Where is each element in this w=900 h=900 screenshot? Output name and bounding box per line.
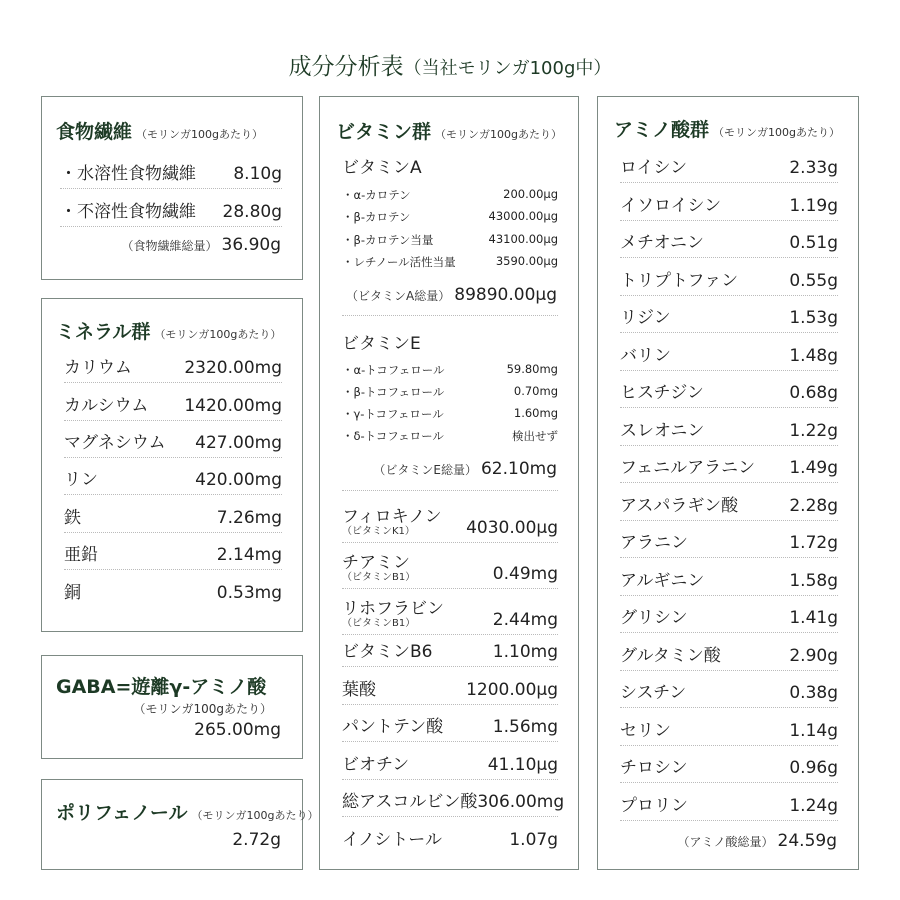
- list-item: [64, 353, 282, 383]
- list-item: [620, 753, 838, 783]
- list-item: [342, 232, 558, 248]
- list-item: [620, 491, 838, 521]
- item-value: 1.22g: [789, 421, 838, 441]
- item-label: カルシウム: [64, 396, 149, 416]
- list-item: [342, 187, 558, 203]
- item-label: ビオチン: [342, 755, 410, 775]
- item-label-wrap: [342, 508, 442, 538]
- poly-value-wrap: [232, 830, 281, 850]
- vitamin-e-head: ビタミンE: [342, 334, 421, 354]
- fiber-title: 食物繊維: [56, 121, 133, 143]
- item-value: 1.60mg: [513, 406, 558, 420]
- poly-title: ポリフェノール: [56, 802, 188, 824]
- total-label: （食物繊維総量）: [121, 239, 218, 253]
- item-value: 2.28g: [789, 496, 838, 516]
- gaba-value: 265.00mg: [194, 720, 281, 740]
- item-value: 0.53mg: [216, 583, 282, 603]
- item-value: 1.56mg: [492, 717, 558, 737]
- list-item: [620, 266, 838, 296]
- item-label: ・α-トコフェロール: [342, 363, 445, 377]
- item-value: 420.00mg: [195, 470, 282, 490]
- vitamin-a-head: ビタミンA: [342, 158, 422, 178]
- item-label: ・α-カロテン: [342, 188, 411, 202]
- item-label: カリウム: [64, 358, 132, 378]
- list-item: [620, 453, 838, 483]
- gaba-header: [56, 672, 266, 699]
- item-value: 0.96g: [789, 758, 838, 778]
- item-value: 0.51g: [789, 233, 838, 253]
- item-value: 41.10μg: [487, 755, 558, 775]
- vitamin-header: [336, 117, 562, 144]
- gaba-value-wrap: [194, 720, 281, 740]
- list-item: [620, 153, 838, 183]
- item-value: 28.80g: [222, 202, 282, 222]
- list-item: [620, 528, 838, 558]
- item-label: チアミン: [342, 553, 410, 573]
- item-label: パントテン酸: [342, 717, 444, 737]
- item-value: 1.07g: [509, 830, 558, 850]
- item-label: スレオニン: [620, 421, 705, 441]
- item-value: 1.19g: [789, 196, 838, 216]
- list-item: [342, 362, 558, 378]
- item-label-wrap: [342, 600, 444, 630]
- item-value: 2.33g: [789, 158, 838, 178]
- list-item: [60, 159, 282, 189]
- list-item: [620, 191, 838, 221]
- item-value: 0.68g: [789, 383, 838, 403]
- per-note: （モリンガ100gあたり）: [154, 328, 282, 341]
- item-value: 1420.00mg: [184, 396, 282, 416]
- title-main: 成分分析表: [288, 54, 404, 80]
- per-note: （モリンガ100gあたり）: [133, 702, 272, 716]
- poly-value: 2.72g: [232, 830, 281, 850]
- list-item: [342, 545, 558, 589]
- item-label: ・β-カロテン当量: [342, 233, 434, 247]
- item-label: ・β-カロテン: [342, 210, 411, 224]
- divider: [342, 315, 558, 316]
- list-item: [620, 303, 838, 333]
- item-label: ロイシン: [620, 158, 688, 178]
- list-item: [342, 675, 558, 705]
- item-label: メチオニン: [620, 233, 704, 253]
- list-item: [620, 566, 838, 596]
- total-label: （アミノ酸総量）: [677, 835, 774, 849]
- list-item: [342, 254, 558, 270]
- item-label: プロリン: [620, 796, 688, 816]
- total-value: 36.90g: [221, 235, 281, 255]
- item-value: 1.48g: [789, 346, 838, 366]
- list-item: [342, 712, 558, 742]
- item-label: セリン: [620, 721, 671, 741]
- item-value: 200.00μg: [503, 187, 558, 201]
- item-label: マグネシウム: [64, 433, 166, 453]
- item-value: 2.14mg: [216, 545, 282, 565]
- item-label: ・β-トコフェロール: [342, 385, 445, 399]
- title-sub: （当社モリンガ100g中）: [403, 58, 612, 79]
- item-label-wrap: [342, 554, 415, 584]
- amino-title: アミノ酸群: [614, 119, 710, 141]
- item-value: 2.44mg: [492, 610, 558, 630]
- total-value: 89890.00μg: [454, 285, 557, 305]
- list-item: [64, 428, 282, 458]
- list-item: [620, 791, 838, 821]
- list-item: [342, 499, 558, 543]
- item-value: 0.70mg: [513, 384, 558, 398]
- list-item: [620, 603, 838, 633]
- gaba-box: [41, 655, 303, 759]
- item-label: ・δ-トコフェロール: [342, 429, 444, 443]
- vitamin-title: ビタミン群: [336, 121, 432, 143]
- page-title: [0, 48, 900, 81]
- item-label: リン: [64, 470, 98, 490]
- total-value: 24.59g: [777, 831, 837, 851]
- item-label: シスチン: [620, 683, 687, 703]
- item-label: フィロキノン: [342, 507, 442, 527]
- item-sublabel: （ビタミンB1）: [342, 618, 416, 629]
- item-value: 0.49mg: [492, 564, 558, 584]
- item-label: リホフラビン: [342, 599, 444, 619]
- list-item: [64, 465, 282, 495]
- total-label: （ビタミンA総量）: [346, 289, 451, 303]
- item-value: 43000.00μg: [488, 209, 558, 223]
- item-value: 1.24g: [789, 796, 838, 816]
- list-item: [342, 637, 558, 667]
- list-item: [64, 503, 282, 533]
- item-value: 1.14g: [789, 721, 838, 741]
- item-label: 鉄: [64, 508, 81, 528]
- list-item: [64, 391, 282, 421]
- item-value: 4030.00μg: [466, 518, 558, 538]
- item-value: 2.90g: [789, 646, 838, 666]
- item-value: 0.38g: [789, 683, 838, 703]
- item-value: 8.10g: [233, 164, 282, 184]
- item-sublabel: （ビタミンK1）: [342, 526, 415, 537]
- mineral-title: ミネラル群: [56, 321, 151, 343]
- polyphenol-box: [41, 779, 319, 870]
- item-label: グルタミン酸: [620, 646, 721, 666]
- list-item: [342, 787, 565, 817]
- poly-header: [56, 798, 318, 825]
- item-value: 59.80mg: [506, 362, 558, 376]
- item-label: アラニン: [620, 533, 688, 553]
- list-item: [620, 416, 838, 446]
- list-item: [620, 341, 838, 371]
- item-label: リジン: [620, 308, 671, 328]
- per-note: （モリンガ100gあたり）: [435, 128, 562, 141]
- vitamin-e-total: [373, 459, 557, 479]
- amino-box: [597, 96, 859, 870]
- mineral-box: [41, 298, 303, 632]
- amino-total: [678, 831, 837, 851]
- mineral-header: [56, 317, 281, 344]
- item-value: 7.26mg: [216, 508, 282, 528]
- item-value: 0.55g: [789, 271, 838, 291]
- item-label: イソロイシン: [620, 196, 722, 216]
- item-value: 3590.00μg: [495, 254, 558, 268]
- item-label: アスパラギン酸: [620, 496, 739, 516]
- item-label: 総アスコルビン酸: [342, 792, 478, 812]
- item-value: 2320.00mg: [184, 358, 282, 378]
- per-note: （モリンガ100gあたり）: [713, 126, 840, 139]
- item-value: 1.72g: [789, 533, 838, 553]
- total-value: 62.10mg: [480, 459, 557, 479]
- gaba-note: [133, 698, 276, 717]
- per-note: （モリンガ100gあたり）: [191, 809, 319, 822]
- item-label: ビタミンB6: [342, 642, 433, 662]
- item-value: 1.53g: [789, 308, 838, 328]
- list-item: [620, 228, 838, 258]
- item-value: 1.49g: [789, 458, 838, 478]
- item-value: 427.00mg: [195, 433, 282, 453]
- item-value: 1.41g: [789, 608, 838, 628]
- list-item: [342, 591, 558, 635]
- item-label: トリプトファン: [620, 271, 739, 291]
- amino-header: [614, 115, 840, 142]
- item-label: 銅: [64, 583, 81, 603]
- list-item: [342, 209, 558, 225]
- item-value: 1.58g: [789, 571, 838, 591]
- divider: [342, 490, 558, 491]
- item-value: 306.00mg: [477, 792, 565, 812]
- list-item: [342, 750, 558, 780]
- list-item: [620, 716, 838, 746]
- list-item: [620, 678, 838, 708]
- total-label: （ビタミンE総量）: [373, 463, 477, 477]
- gaba-title: GABA=遊離γ-アミノ酸: [56, 676, 267, 698]
- list-item: [342, 406, 558, 422]
- list-item: [64, 578, 282, 608]
- list-item: [64, 540, 282, 570]
- list-item: [620, 378, 838, 408]
- item-label: チロシン: [620, 758, 688, 778]
- item-label: ・γ-トコフェロール: [342, 407, 444, 421]
- item-label: ・不溶性食物繊維: [60, 202, 196, 222]
- vitamin-box: [319, 96, 579, 870]
- list-item: [620, 641, 838, 671]
- item-label: ・水溶性食物繊維: [60, 164, 196, 184]
- list-item: [342, 825, 558, 855]
- item-value: 1200.00μg: [466, 680, 558, 700]
- list-item: [342, 428, 558, 444]
- item-value: 43100.00μg: [488, 232, 558, 246]
- item-value: 検出せず: [512, 429, 558, 443]
- list-item: [60, 197, 282, 227]
- fiber-box: [41, 96, 303, 280]
- per-note: （モリンガ100gあたり）: [136, 128, 263, 141]
- fiber-total: [122, 235, 281, 255]
- fiber-header: [56, 117, 263, 144]
- item-label: ・レチノール活性当量: [342, 255, 456, 269]
- item-label: グリシン: [620, 608, 688, 628]
- item-label: バリン: [620, 346, 671, 366]
- item-label: フェニルアラニン: [620, 458, 756, 478]
- item-label: ヒスチジン: [620, 383, 704, 403]
- item-sublabel: （ビタミンB1）: [342, 572, 416, 583]
- item-label: 亜鉛: [64, 545, 98, 565]
- item-label: 葉酸: [342, 680, 376, 700]
- item-label: アルギニン: [620, 571, 705, 591]
- list-item: [342, 384, 558, 400]
- item-value: 1.10mg: [492, 642, 558, 662]
- item-label: イノシトール: [342, 830, 442, 850]
- vitamin-a-total: [346, 285, 557, 305]
